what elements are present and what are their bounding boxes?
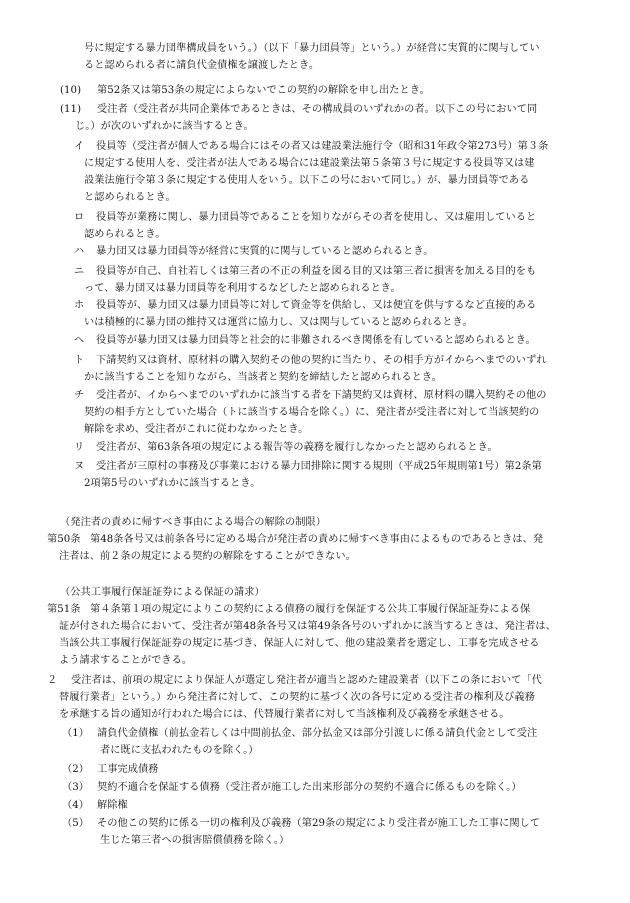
list-number: （2） (62, 764, 90, 775)
article-caption: （発注者の責めに帰すべき事由による場合の解除の制限） (60, 517, 326, 528)
text-line: 暴力団又は暴力団員等が経営に実質的に関与していると認められるとき。 (96, 246, 434, 257)
text-line: 役員等が自己、自社若しくは第三者の不正の利益を図る目的又は第三者に損害を加える目的をも (96, 266, 537, 277)
text-line: 役員等が、暴力団又は暴力団員等に対して資金等を供給し、又は便宜を供与するなど直接的ある (96, 300, 537, 311)
article-51-paragraph-2 (47, 672, 542, 723)
subitem-nu (74, 458, 542, 492)
subitem-label: ヘ (74, 335, 85, 346)
text-line: 受注者は、前項の規定により保証人が選定し発注者が適当と認めた建設業者（以下この条において「代 (71, 675, 542, 686)
text-line: 者に既に支払われたものを除く。） (100, 745, 259, 756)
text-line: よう請求することができる。 (59, 655, 193, 666)
article-50-heading (60, 514, 326, 531)
subitem-ni (74, 263, 536, 297)
list-item-1 (62, 725, 537, 759)
text-line: 第４条第１項の規定によりこの契約による債務の履行を保証する公共工事履行保証証券による保 (90, 604, 531, 615)
paragraph-number: ２ (47, 675, 58, 686)
text-line: 設業法施行令第３条に規定する使用人をいう。以下この号において同じ。）が、暴力団員等である (84, 175, 530, 186)
subitem-ri (74, 439, 498, 456)
subitem-to (74, 352, 546, 386)
text-line: 注者は、前２条の規定による契約の解除をすることができない。 (59, 551, 356, 562)
article-number: 第51条 (47, 604, 81, 615)
text-line: 当該公共工事履行保証証券の規定に基づき、保証人に対して、他の建設業者を選定し、工事を完成させる (59, 638, 540, 649)
text-line: ると認められる者に請負代金債権を譲渡したとき。 (84, 60, 320, 71)
text-line: 役員等が業務に関し、暴力団員等であることを知りながらその者を使用し、又は雇用していると (96, 212, 537, 223)
text-line: 受注者が、第63条各項の規定による報告等の義務を履行しなかったと認められるとき。 (96, 442, 498, 453)
item-number: (11) (60, 104, 82, 115)
subitem-label: ト (74, 355, 85, 366)
text-line: 第52条又は第53条の規定によらないでこの契約の解除を申し出たとき。 (97, 85, 430, 96)
text-line: その他この契約に係る一切の権利及び義務（第29条の規定により受注者が施工した工事に関して (97, 818, 541, 829)
list-number: （4） (62, 800, 90, 811)
subitem-i (74, 138, 548, 206)
text-line: 役員等（受注者が個人である場合にはその者又は建設業法施行令（昭和31年政令第273号）第３条 (96, 141, 549, 152)
subitem-he (74, 332, 536, 349)
text-line: と認められるとき。 (84, 192, 176, 203)
text-line: 解除権 (97, 800, 128, 811)
item-10 (60, 82, 430, 99)
text-line: 下請契約又は資材、原材料の購入契約その他の契約に当たり、その相手方がイからヘまでのいずれ (96, 355, 547, 366)
subitem-label: チ (74, 390, 85, 401)
subitem-label: ニ (74, 266, 85, 277)
text-line: 生じた第三者への損害賠償債務を除く。） (100, 835, 290, 846)
subitem-chi (74, 387, 546, 438)
text-line: 請負代金債権（前払金若しくは中間前払金、部分払金又は部分引渡しに係る請負代金として受注 (97, 728, 538, 739)
text-line: に規定する使用人を、受注者が法人である場合には建設業法第５条第３号に規定する役員等又は建 (84, 158, 535, 169)
text-line: 役員等が暴力団又は暴力団員等と社会的に非難されるべき関係を有していると認められるとき。 (96, 335, 536, 346)
text-line: 2項第5号のいずれかに該当するとき。 (84, 478, 261, 489)
text-line: を承継する旨の通知が行われた場合には、代替履行業者に対して当該権利及び義務を承継させる。 (59, 709, 510, 720)
text-line: 替履行業者」という。）から発注者に対して、この契約に基づく次の各号に定める受注者の権利及び義務 (59, 692, 535, 703)
subitem-label: リ (74, 442, 85, 453)
article-number: 第50条 (47, 534, 81, 545)
text-line: 解除を求め、受注者がこれに従わなかったとき。 (84, 424, 309, 435)
subitem-label: イ (74, 141, 85, 152)
text-line: 工事完成債務 (97, 764, 159, 775)
text-line: 受注者（受注者が共同企業体であるときは、その構成員のいずれかの者。以下この号において同 (97, 104, 538, 115)
paragraph-continuation (84, 40, 540, 74)
list-item-5 (62, 815, 540, 849)
text-line: 契約の相手方としていた場合（トに該当する場合を除く。）に、発注者が受注者に対して当該契約の (84, 407, 540, 418)
text-line: 証が付された場合において、受注者が第48条各号又は第49条各号のいずれかに該当するときは、発注者は、 (59, 621, 556, 632)
item-number: (10) (60, 85, 82, 96)
text-line: じ。）が次のいずれかに該当するとき。 (75, 121, 254, 132)
text-line: 契約不適合を保証する債務（受注者が施工した出来形部分の契約不適合に係るものを除く。） (97, 782, 522, 793)
list-item-2 (62, 761, 158, 778)
list-item-3 (62, 779, 522, 796)
text-line: 受注者が三原村の事務及び事業における暴力団排除に関する規則（平成25年規則第1号）第2条第 (96, 461, 542, 472)
text-line: 受注者が、イからヘまでのいずれかに該当する者を下請契約又は資材、原材料の購入契約その他の (96, 390, 547, 401)
list-number: （5） (62, 818, 90, 829)
text-line: いは積極的に暴力団の維持又は運営に協力し、又は関与していると認められるとき。 (84, 317, 473, 328)
text-line: かに該当することを知りながら、当該者と契約を締結したと認められるとき。 (84, 372, 442, 383)
list-number: （3） (62, 782, 90, 793)
article-51-heading (60, 584, 265, 601)
article-51 (47, 601, 556, 669)
subitem-ha (74, 243, 433, 260)
article-caption: （公共工事履行保証証券による保証の請求） (60, 587, 265, 598)
article-50 (47, 531, 543, 565)
subitem-label: ロ (74, 212, 85, 223)
list-number: （1） (62, 728, 90, 739)
subitem-ro (74, 209, 536, 243)
subitem-label: ホ (74, 300, 85, 311)
text-line: 第48条各号又は前条各号に定める場合が発注者の責めに帰すべき事由によるものであるときは、発 (90, 534, 544, 545)
subitem-ho (74, 297, 536, 331)
subitem-label: ハ (74, 246, 85, 257)
text-line: 号に規定する暴力団準構成員をいう。）（以下「暴力団員等」という。）が経営に実質的に関与してい (84, 43, 540, 54)
list-item-4 (62, 797, 128, 814)
text-line: って、暴力団又は暴力団員等を利用するなどしたと認められるとき。 (84, 283, 401, 294)
item-11 (60, 101, 537, 135)
subitem-label: ヌ (74, 461, 85, 472)
text-line: 認められるとき。 (84, 229, 166, 240)
